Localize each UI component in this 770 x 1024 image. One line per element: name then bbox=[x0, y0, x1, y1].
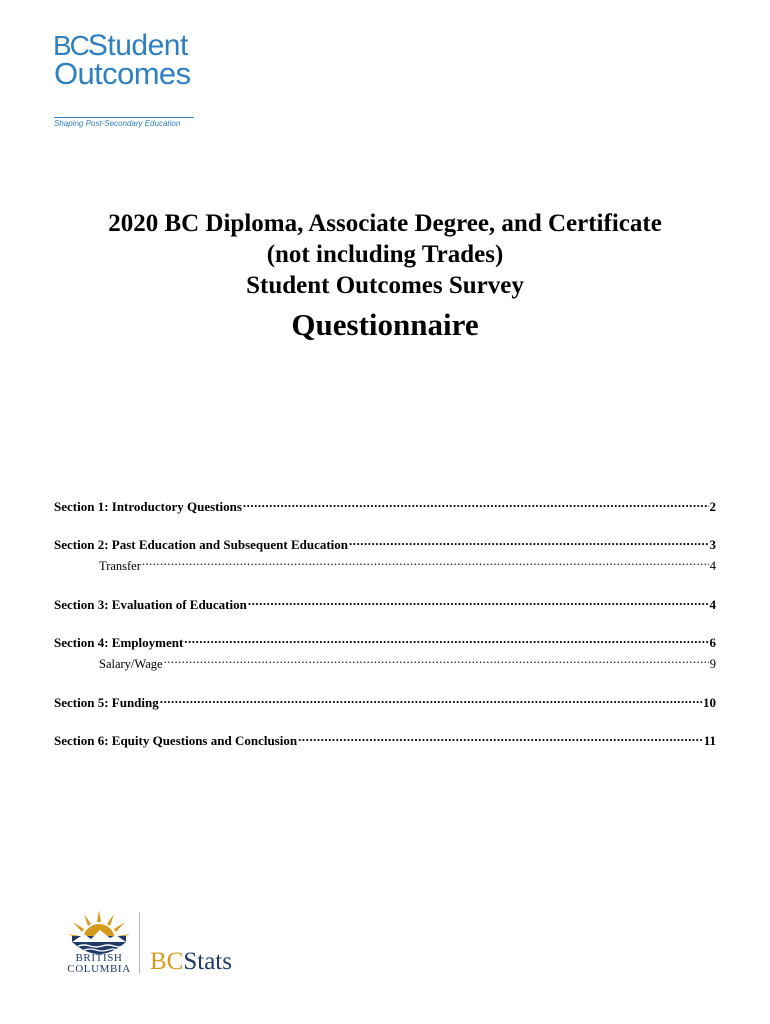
toc-page-number: 11 bbox=[703, 733, 716, 748]
toc-leader bbox=[349, 532, 708, 549]
toc-label: Section 3: Evaluation of Education bbox=[54, 597, 247, 612]
toc-leader bbox=[164, 651, 709, 668]
toc-page-number: 4 bbox=[709, 559, 716, 573]
title-line-1: 2020 BC Diploma, Associate Degree, and Certificate bbox=[108, 210, 662, 237]
toc-label: Section 6: Equity Questions and Conclusion bbox=[54, 733, 298, 748]
title-line-2: (not including Trades) bbox=[266, 241, 504, 268]
toc-entry-salary-wage[interactable] bbox=[54, 651, 716, 673]
bc-sun-mountain-icon bbox=[60, 908, 138, 954]
bcstats-stats-text: Stats bbox=[183, 948, 232, 975]
bc-stats-logo bbox=[150, 948, 232, 976]
logo-bc-text: BC bbox=[53, 30, 88, 61]
toc-label: Transfer bbox=[99, 559, 141, 573]
bc-student-outcomes-logo bbox=[53, 29, 203, 128]
toc-page-number: 9 bbox=[709, 657, 716, 671]
bcstats-bc-text: BC bbox=[150, 948, 184, 975]
toc-leader bbox=[184, 630, 708, 647]
toc-entry-section-3[interactable] bbox=[54, 592, 716, 613]
logo-outcomes-text: Outcomes bbox=[54, 56, 191, 91]
toc-page-number: 3 bbox=[709, 537, 716, 552]
toc-entry-section-6[interactable] bbox=[54, 728, 716, 749]
toc-page-number: 4 bbox=[709, 597, 716, 612]
toc-label: Section 1: Introductory Questions bbox=[54, 499, 242, 514]
logo-tagline: Shaping Post-Secondary Education bbox=[54, 117, 194, 128]
toc-entry-section-2[interactable] bbox=[54, 532, 716, 553]
toc-entry-section-5[interactable] bbox=[54, 690, 716, 711]
table-of-contents bbox=[54, 494, 716, 749]
british-columbia-logo bbox=[60, 908, 138, 976]
toc-entry-section-4[interactable] bbox=[54, 630, 716, 651]
toc-label: Salary/Wage bbox=[99, 657, 163, 671]
toc-page-number: 10 bbox=[703, 695, 716, 710]
bc-logo-line-2: COLUMBIA bbox=[67, 963, 131, 975]
toc-entry-section-1[interactable] bbox=[54, 494, 716, 515]
toc-page-number: 6 bbox=[709, 635, 716, 650]
toc-label: Section 5: Funding bbox=[54, 695, 159, 710]
document-title bbox=[0, 208, 770, 347]
toc-leader bbox=[142, 553, 709, 570]
toc-leader bbox=[298, 728, 703, 745]
title-line-3: Student Outcomes Survey bbox=[246, 272, 524, 299]
toc-page-number: 2 bbox=[709, 499, 716, 514]
title-questionnaire: Questionnaire bbox=[291, 307, 479, 342]
logo-divider bbox=[139, 912, 140, 974]
toc-label: Section 2: Past Education and Subsequent Education bbox=[54, 537, 349, 552]
bc-logo-line-1: BRITISH bbox=[75, 952, 123, 964]
bc-logo-wordmark bbox=[60, 953, 138, 975]
toc-leader bbox=[248, 592, 709, 609]
logo-student-text: Student bbox=[87, 29, 188, 62]
toc-entry-transfer[interactable] bbox=[54, 553, 716, 575]
toc-label: Section 4: Employment bbox=[54, 635, 184, 650]
toc-leader bbox=[243, 494, 709, 511]
toc-leader bbox=[160, 690, 702, 707]
